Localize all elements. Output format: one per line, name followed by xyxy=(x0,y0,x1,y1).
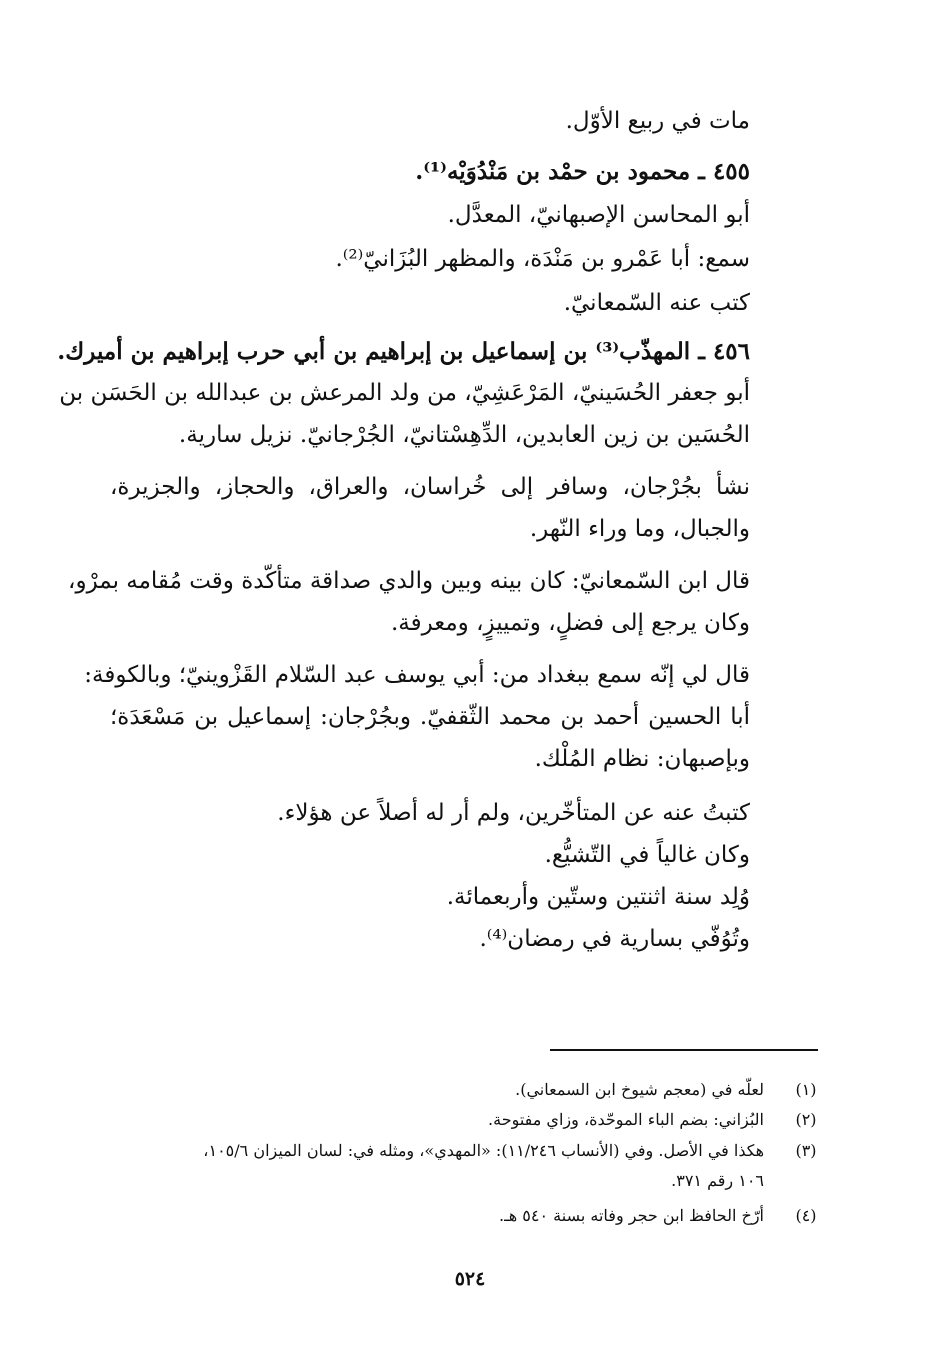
entry-456-p2-line-2: والجبال، وما وراء النّهر. xyxy=(529,516,750,542)
footnote-3-number: (٣) xyxy=(795,1141,817,1160)
entry-456-p1-line-1: أبو جعفر الحُسَينيّ، المَرْعَشِيّ، من ولد المرعش بن عبدالله بن الحَسَن بن xyxy=(59,380,750,406)
entry-456-p1-line-2: الحُسَين بن زين العابدين، الدِّهِسْتانيّ، الجُرْجانيّ. نزيل سارية. xyxy=(178,422,750,448)
entry-455-line-2: سمع: أبا عَمْرو بن مَنْدَة، والمظهر البُزَانيّ⁽²⁾. xyxy=(335,246,750,272)
footnote-4-number: (٤) xyxy=(795,1206,817,1225)
entry-456-p4-line-3: وبإصبهان: نظام المُلْك. xyxy=(534,746,750,772)
footnote-2-number: (٢) xyxy=(795,1110,817,1129)
entry-456-p3-line-2: وكان يرجع إلى فضلٍ، وتمييزٍ، ومعرفة. xyxy=(390,610,750,636)
footnote-2-text: البُزاني: بضم الباء الموحّدة، وزاي مفتوحة. xyxy=(488,1110,764,1129)
entry-456-p2-line-1: نشأ بجُرْجان، وسافر إلى خُراسان، والعراق، والحجاز، والجزيرة، xyxy=(110,474,750,500)
footnote-4-text: أرّخ الحافظ ابن حجر وفاته بسنة ٥٤٠ هـ. xyxy=(499,1206,764,1225)
footnote-3-text: هكذا في الأصل. وفي (الأنساب ١١/٢٤٦): «المهدي»، ومثله في: لسان الميزان ١٠٥/٦، xyxy=(203,1141,764,1160)
entry-456-p5-line-1: كتبتُ عنه عن المتأخّرين، ولم أر له أصلاً عن هؤلاء. xyxy=(277,800,750,826)
entry-456-p4-line-2: أبا الحسين أحمد بن محمد الثّقفيّ. وبجُرْجان: إسماعيل بن مَسْعَدَة؛ xyxy=(110,704,750,730)
entry-455-heading: ٤٥٥ ـ محمود بن حمْد بن مَنْدُوَيْه⁽¹⁾. xyxy=(415,158,750,185)
prev-entry-death-line: مات في ربيع الأوّل. xyxy=(565,108,750,134)
entry-456-heading: ٤٥٦ ـ المهذّب⁽³⁾ بن إسماعيل بن إبراهيم بن أبي حرب إبراهيم بن أميرك. xyxy=(57,338,750,365)
footnote-1-text: لعلّه في (معجم شيوخ ابن السمعاني). xyxy=(515,1080,764,1099)
footnote-1-number: (١) xyxy=(795,1080,817,1099)
page-number: ٥٢٤ xyxy=(454,1268,486,1290)
entry-455-line-3: كتب عنه السّمعانيّ. xyxy=(563,290,750,316)
entry-456-p3-line-1: قال ابن السّمعانيّ: كان بينه وبين والدي صداقة متأكّدة وقت مُقامه بمرْو، xyxy=(68,568,750,594)
footnote-3-text-continued: ١٠٦ رقم ٣٧١. xyxy=(671,1171,764,1190)
entry-456-p4-line-1: قال لي إنّه سمع ببغداد من: أبي يوسف عبد السّلام القَزْوينيّ؛ وبالكوفة: xyxy=(84,662,750,688)
entry-456-p5-line-4: وتُوُفّي بسارية في رمضان⁽⁴⁾. xyxy=(479,926,750,952)
footnote-separator xyxy=(550,1049,818,1051)
entry-455-line-1: أبو المحاسن الإصبهانيّ، المعدَّل. xyxy=(447,202,750,228)
entry-456-p5-line-3: وُلِد سنة اثنتين وستّين وأربعمائة. xyxy=(446,884,750,910)
entry-456-p5-line-2: وكان غالياً في التّشيُّع. xyxy=(544,842,750,868)
